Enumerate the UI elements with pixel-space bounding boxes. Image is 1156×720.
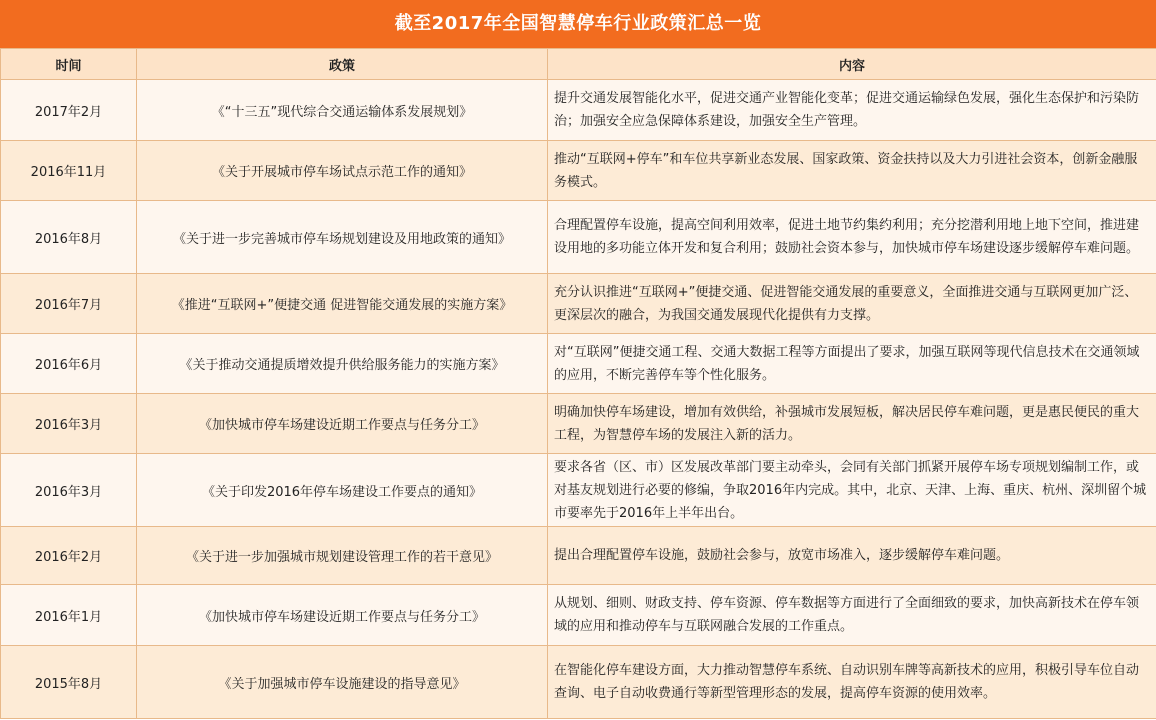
header-row: [1, 49, 1156, 80]
row-time: 2016年8月: [1, 201, 137, 274]
table-row: [1, 527, 1156, 585]
row-time: 2016年3月: [1, 394, 137, 454]
header-policy: 政策: [137, 49, 548, 80]
row-time: 2017年2月: [1, 80, 137, 141]
row-content: 从规划、细则、财政支持、停车资源、停车数据等方面进行了全面细致的要求，加快高新技术在停车领域的应用和推动停车与互联网融合发展的工作重点。: [548, 585, 1156, 646]
table-row: [1, 274, 1156, 334]
table-row: [1, 141, 1156, 201]
table-row: [1, 585, 1156, 646]
row-policy: 《关于加强城市停车设施建设的指导意见》: [137, 646, 548, 719]
row-policy: 《关于进一步加强城市规划建设管理工作的若干意见》: [137, 527, 548, 585]
row-content: 提升交通发展智能化水平，促进交通产业智能化变革；促进交通运输绿色发展，强化生态保护和污染防治；加强安全应急保障体系建设，加强安全生产管理。: [548, 80, 1156, 141]
row-policy: 《关于开展城市停车场试点示范工作的通知》: [137, 141, 548, 201]
row-policy: 《加快城市停车场建设近期工作要点与任务分工》: [137, 585, 548, 646]
row-content: 在智能化停车建设方面，大力推动智慧停车系统、自动识别车牌等高新技术的应用，积极引导车位自动查询、电子自动收费通行等新型管理形态的发展，提高停车资源的使用效率。: [548, 646, 1156, 719]
row-content: 推动“互联网+停车”和车位共享新业态发展、国家政策、资金扶持以及大力引进社会资本，创新金融服务模式。: [548, 141, 1156, 201]
row-time: 2016年6月: [1, 334, 137, 394]
row-time: 2016年2月: [1, 527, 137, 585]
row-policy: 《关于推动交通提质增效提升供给服务能力的实施方案》: [137, 334, 548, 394]
table-row: [1, 201, 1156, 274]
row-policy: 《“十三五”现代综合交通运输体系发展规划》: [137, 80, 548, 141]
table-row: [1, 454, 1156, 527]
header-content: 内容: [548, 49, 1156, 80]
row-content: 对“互联网”便捷交通工程、交通大数据工程等方面提出了要求，加强互联网等现代信息技术在交通领域的应用，不断完善停车等个性化服务。: [548, 334, 1156, 394]
row-content: 充分认识推进“互联网+”便捷交通、促进智能交通发展的重要意义，全面推进交通与互联网更加广泛、更深层次的融合，为我国交通发展现代化提供有力支撑。: [548, 274, 1156, 334]
row-time: 2016年1月: [1, 585, 137, 646]
header-time: 时间: [1, 49, 137, 80]
table-row: [1, 394, 1156, 454]
row-time: 2016年7月: [1, 274, 137, 334]
policy-table: [0, 48, 1156, 719]
row-time: 2015年8月: [1, 646, 137, 719]
row-policy: 《关于印发2016年停车场建设工作要点的通知》: [137, 454, 548, 527]
row-content: 要求各省（区、市）区发展改革部门要主动牵头，会同有关部门抓紧开展停车场专项规划编制工作，或对基友规划进行必要的修编，争取2016年内完成。其中，北京、天津、上海、重庆、杭州、深圳留个城市要率先于2016年上半年出台。: [548, 454, 1156, 527]
row-content: 合理配置停车设施，提高空间利用效率，促进土地节约集约利用；充分挖潜利用地上地下空间，推进建设用地的多功能立体开发和复合利用；鼓励社会资本参与，加快城市停车场建设逐步缓解停车难问题。: [548, 201, 1156, 274]
table-row: [1, 334, 1156, 394]
row-policy: 《推进“互联网+”便捷交通 促进智能交通发展的实施方案》: [137, 274, 548, 334]
table-row: [1, 80, 1156, 141]
row-content: 提出合理配置停车设施，鼓励社会参与，放宽市场准入，逐步缓解停车难问题。: [548, 527, 1156, 585]
row-content: 明确加快停车场建设，增加有效供给，补强城市发展短板，解决居民停车难问题，更是惠民便民的重大工程，为智慧停车场的发展注入新的活力。: [548, 394, 1156, 454]
table-row: [1, 646, 1156, 719]
table-title: 截至2017年全国智慧停车行业政策汇总一览: [0, 0, 1156, 48]
row-policy: 《加快城市停车场建设近期工作要点与任务分工》: [137, 394, 548, 454]
row-policy: 《关于进一步完善城市停车场规划建设及用地政策的通知》: [137, 201, 548, 274]
row-time: 2016年3月: [1, 454, 137, 527]
row-time: 2016年11月: [1, 141, 137, 201]
